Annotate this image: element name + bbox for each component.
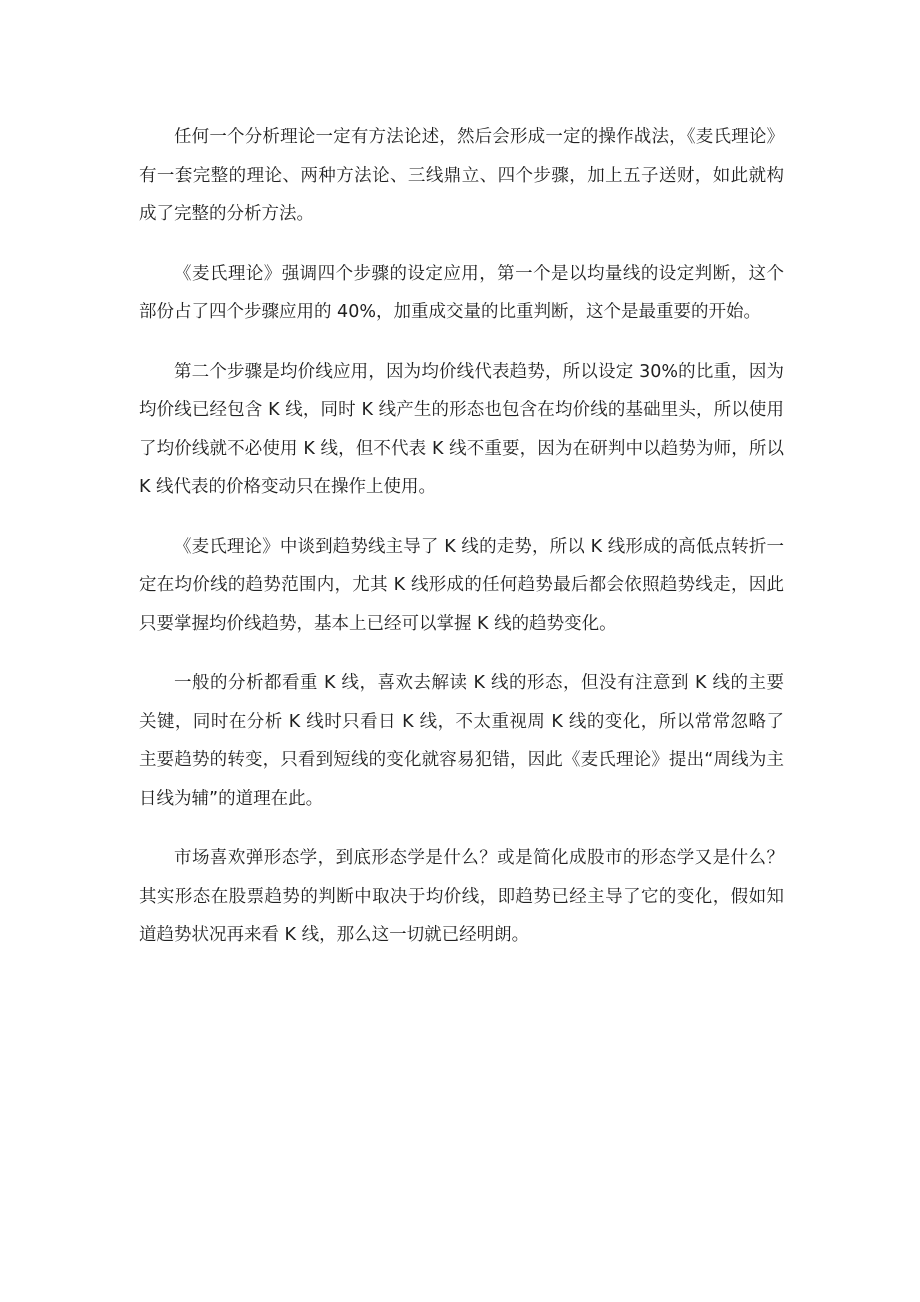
paragraph-methodology: 任何一个分析理论一定有方法论述，然后会形成一定的操作战法，《麦氏理论》有一套完整的理论、两种方法论、三线鼎立、四个步骤，加上五子送财，如此就构成了完整的分析方法。 [139, 127, 784, 224]
paragraph-step-two-average-price: 第二个步骤是均价线应用，因为均价线代表趋势，所以设定 30%的比重，因为均价线已经包含 K 线，同时 K 线产生的形态也包含在均价线的基础里头，所以使用了均价线就不必使用 K 线，但不代表 K 线不重要，因为在研判中以趋势为师，所以 K 线代表的价格变动只在操作上使用。 [139, 361, 784, 497]
paragraph-pattern-analysis: 市场喜欢弹形态学，到底形态学是什么？或是简化成股市的形态学又是什么？其实形态在股票趋势的判断中取决于均价线，即趋势已经主导了它的变化，假如知道趋势状况再来看 K 线，那么这一切就已经明朗。 [139, 848, 784, 945]
paragraph-step-one-volume: 《麦氏理论》强调四个步骤的设定应用，第一个是以均量线的设定判断，这个部份占了四个步骤应用的 40%，加重成交量的比重判断，这个是最重要的开始。 [139, 263, 784, 322]
paragraph-weekly-daily: 一般的分析都看重 K 线，喜欢去解读 K 线的形态，但没有注意到 K 线的主要关键，同时在分析 K 线时只看日 K 线，不太重视周 K 线的变化，所以常常忽略了主要趋势的转变，只看到短线的变化就容易犯错，因此《麦氏理论》提出“周线为主日线为辅”的道理在此。 [139, 673, 784, 809]
document-body [139, 118, 784, 976]
paragraph-trendline-k-line: 《麦氏理论》中谈到趋势线主导了 K 线的走势，所以 K 线形成的高低点转折一定在均价线的趋势范围内，尤其 K 线形成的任何趋势最后都会依照趋势线走，因此只要掌握均价线趋势，基本上已经可以掌握 K 线的趋势变化。 [139, 536, 784, 634]
